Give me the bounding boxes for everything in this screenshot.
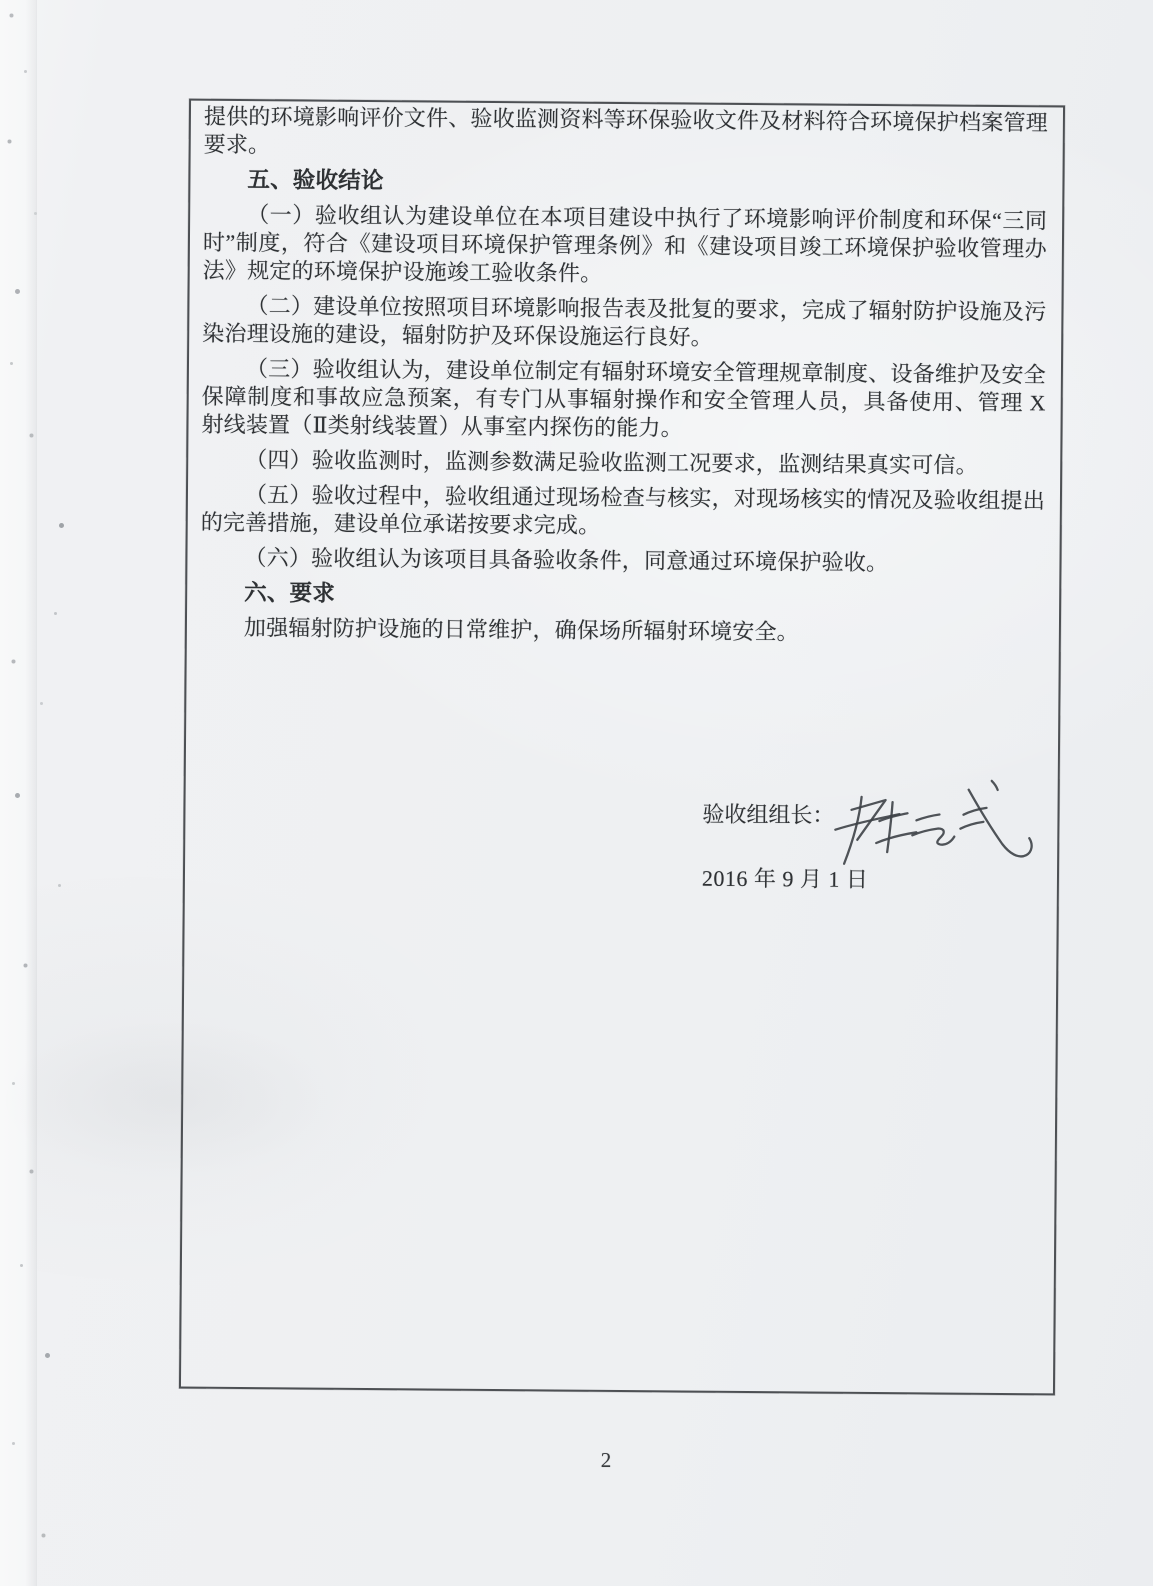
text-line: （二）建设单位按照项目环境影响报告表及批复的要求，完成了辐射防护设施及污 (246, 293, 1047, 325)
section-6-heading (200, 579, 1044, 614)
document-body (200, 103, 1048, 649)
conclusion-4 (201, 446, 1045, 481)
text-line: （五）验收过程中，验收组通过现场检查与核实，对现场核实的情况及验收组提出 (244, 482, 1046, 514)
text-line: 提供的环境影响评价文件、验收监测资料等环保验收文件及材料符合环境保护档案管理 (203, 103, 1049, 136)
scan-speckles (0, 0, 3, 3)
requirement-paragraph (200, 614, 1044, 649)
conclusion-3 (201, 355, 1046, 446)
text-line: 要求。 (203, 131, 271, 158)
scanner-edge (0, 0, 37, 1586)
continuation-paragraph (204, 103, 1048, 166)
text-line: 加强辐射防护设施的日常维护，确保场所辐射环境安全。 (243, 615, 800, 645)
conclusion-1 (203, 201, 1048, 292)
text-line: 六、要求 (244, 580, 336, 606)
section-5-heading (203, 166, 1047, 201)
text-line: 染治理设施的建设，辐射防护及环保设施运行良好。 (202, 320, 713, 350)
text-line: （三）验收组认为，建设单位制定有辐射环境安全管理规章制度、设备维护及安全 (245, 356, 1047, 388)
page-number: 2 (600, 1448, 612, 1472)
conclusion-5 (201, 481, 1045, 544)
text-line: 法》规定的环境保护设施竣工验收条件。 (202, 257, 603, 286)
handwritten-signature-icon (832, 773, 1045, 875)
text-line: 保障制度和事故应急预案，有专门从事辐射操作和安全管理人员，具备使用、管理 X (201, 383, 1046, 416)
text-line: 五、验收结论 (247, 167, 384, 194)
text-line: 的完善措施，建设单位承诺按要求完成。 (200, 509, 601, 538)
conclusion-2 (202, 292, 1046, 355)
text-line: （四）验收监测时，监测参数满足验收监测工况要求，监测结果真实可信。 (245, 447, 978, 478)
text-line: （六）验收组认为该项目具备验收条件，同意通过环境保护验收。 (244, 545, 889, 576)
document-frame (179, 99, 1065, 1396)
conclusion-6 (200, 544, 1044, 579)
text-line: 时”制度，符合《建设项目环境保护管理条例》和《建设项目竣工环境保护验收管理办 (202, 229, 1048, 262)
signature-date: 2016 年 9 月 1 日 (701, 865, 869, 892)
text-line: （一）验收组认为建设单位在本项目建设中执行了环境影响评价制度和环保“三同 (247, 202, 1048, 234)
text-line: 射线装置（Ⅱ类射线装置）从事室内探伤的能力。 (201, 411, 683, 441)
signature-label: 验收组组长： (702, 801, 835, 828)
